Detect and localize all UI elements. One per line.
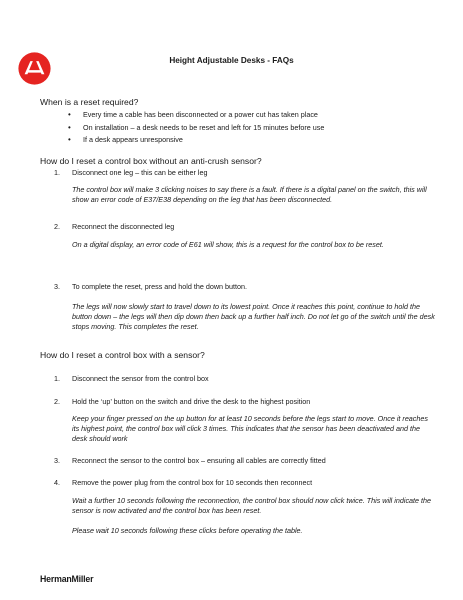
step-number: 1. xyxy=(54,374,60,383)
section-heading-when-reset: When is a reset required? xyxy=(40,97,139,107)
step-item xyxy=(54,282,247,291)
step-note: The control box will make 3 clicking noises to say there is a fault. If there is a digital panel on the switch, this will show an error code of E37/E38 depending on the leg that has been disconnected. xyxy=(72,185,427,204)
step-note: Wait a further 10 seconds following the reconnection, the control box should now click twice. This will indicate the sensor is now activated and the control box has been reset. xyxy=(72,496,432,515)
page-title: Height Adjustable Desks - FAQs xyxy=(169,56,294,65)
step-note: The legs will now slowly start to travel down to its lowest point. Once it reaches this point, continue to hold the button down – the legs will then dip down then back up a further half inch. Do not let go of the switch until the desk stops moving. This completes the reset. xyxy=(72,302,435,331)
step-number: 3. xyxy=(54,456,60,465)
step-item xyxy=(54,374,209,383)
step-text: Disconnect one leg – this can be either leg xyxy=(72,168,208,177)
step-text: Hold the ‘up’ button on the switch and drive the desk to the highest position xyxy=(72,397,311,406)
step-number: 4. xyxy=(54,478,60,487)
step-text: Reconnect the sensor to the control box – ensuring all cables are correctly fitted xyxy=(72,456,326,465)
list-item: • On installation – a desk needs to be reset and left for 15 minutes before use xyxy=(68,122,324,135)
step-text: Reconnect the disconnected leg xyxy=(72,222,175,231)
step-note: On a digital display, an error code of E61 will show, this is a request for the control box to be reset. xyxy=(72,240,384,249)
step-item xyxy=(54,397,310,406)
step-number: 2. xyxy=(54,397,60,406)
reset-reasons-list xyxy=(68,109,324,147)
footer-brand: HermanMiller xyxy=(40,574,94,584)
step-text: Remove the power plug from the control box for 10 seconds then reconnect xyxy=(72,478,313,487)
section-heading-with-sensor: How do I reset a control box with a sensor? xyxy=(40,350,205,360)
step-note: Keep your finger pressed on the up button for at least 10 seconds before the legs start to move. Once it reaches its highest point, the control box will click 3 times. This indicates that the sensor has been deactivated and the desk should work xyxy=(72,414,428,443)
step-number: 3. xyxy=(54,282,60,291)
list-item: • If a desk appears unresponsive xyxy=(68,134,324,147)
section-heading-no-sensor: How do I reset a control box without an anti-crush sensor? xyxy=(40,156,262,166)
step-text: Disconnect the sensor from the control box xyxy=(72,374,209,383)
step-number: 1. xyxy=(54,168,60,177)
step-item xyxy=(54,478,312,487)
step-text: To complete the reset, press and hold the down button. xyxy=(72,282,248,291)
step-item xyxy=(54,168,207,177)
step-number: 2. xyxy=(54,222,60,231)
step-item xyxy=(54,456,326,465)
list-item: • Every time a cable has been disconnected or a power cut has taken place xyxy=(68,109,324,122)
step-note: Please wait 10 seconds following these clicks before operating the table. xyxy=(72,526,303,535)
step-item xyxy=(54,222,174,231)
